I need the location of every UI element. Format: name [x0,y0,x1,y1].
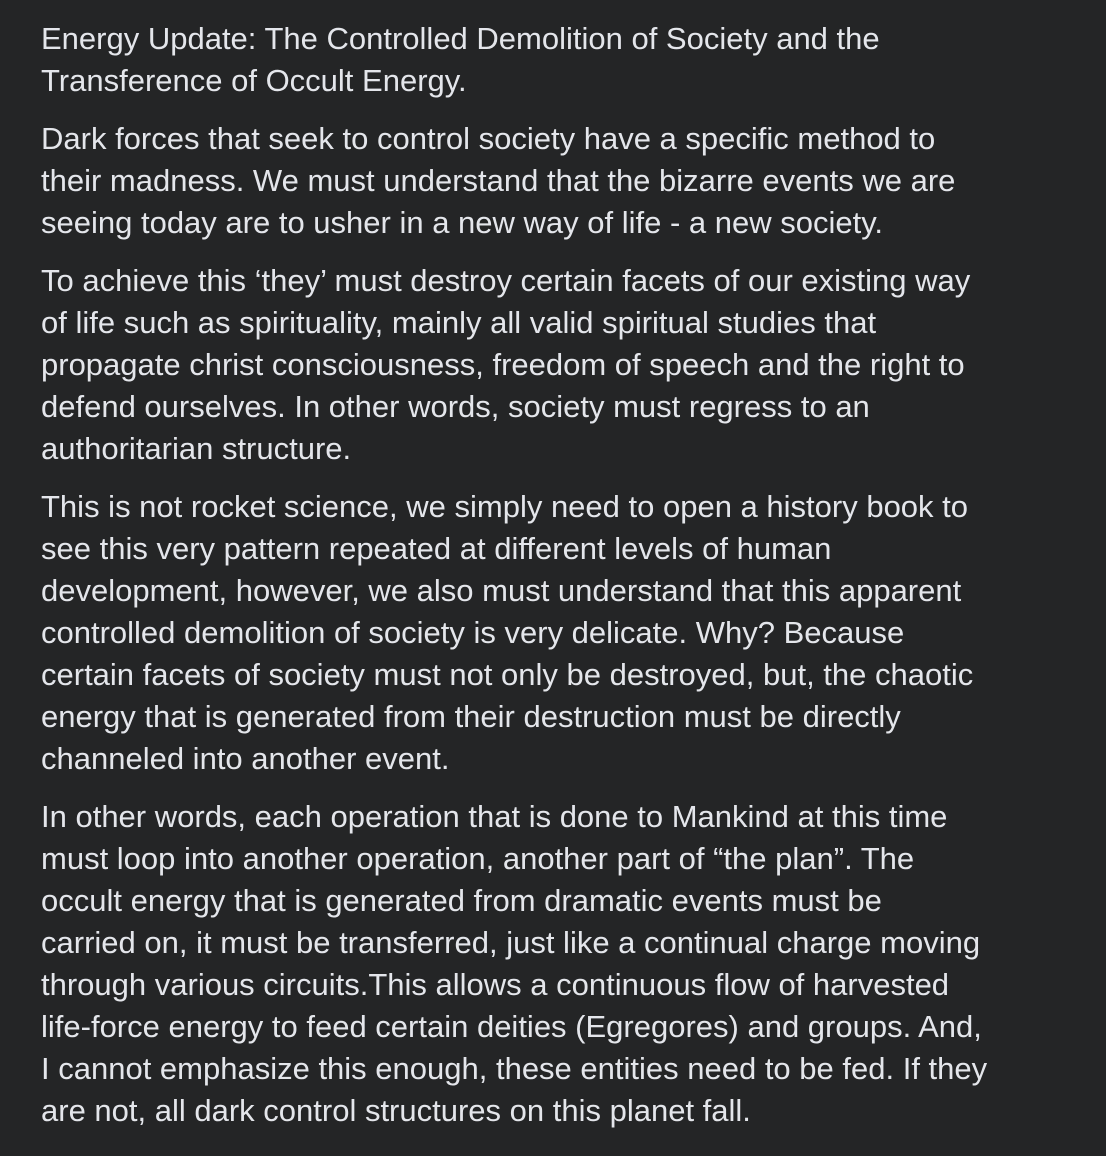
post-title: Energy Update: The Controlled Demolition of Society and the Transference of Occult Energy. [41,21,880,98]
post-body [41,0,1081,1132]
post-paragraph-2: To achieve this ‘they’ must destroy certain facets of our existing way of life such as spirituality, mainly all valid spiritual studies that propagate christ consciousness, freedom of speech and the right to defend ourselves. In other words, society must regress to an authoritarian structure. [41,263,971,466]
post-paragraph-4: In other words, each operation that is done to Mankind at this time must loop into another operation, another part of “the plan”. The occult energy that is generated from dramatic events must be carried on, it must be transferred, just like a continual charge moving through various circuits.This allows a continuous flow of harvested life-force energy to feed certain deities (Egregores) and groups. And, I cannot emphasize this enough, these entities need to be fed. If they are not, all dark control structures on this planet fall. [41,799,988,1128]
post-paragraph-3: This is not rocket science, we simply need to open a history book to see this very pattern repeated at different levels of human development, however, we also must understand that this apparent controlled demolition of society is very delicate. Why? Because certain facets of society must not only be destroyed, but, the chaotic energy that is generated from their destruction must be directly channeled into another event. [41,489,974,776]
post-paragraph-1: Dark forces that seek to control society have a specific method to their madness. We must understand that the bizarre events we are seeing today are to usher in a new way of life - a new society. [41,121,956,240]
